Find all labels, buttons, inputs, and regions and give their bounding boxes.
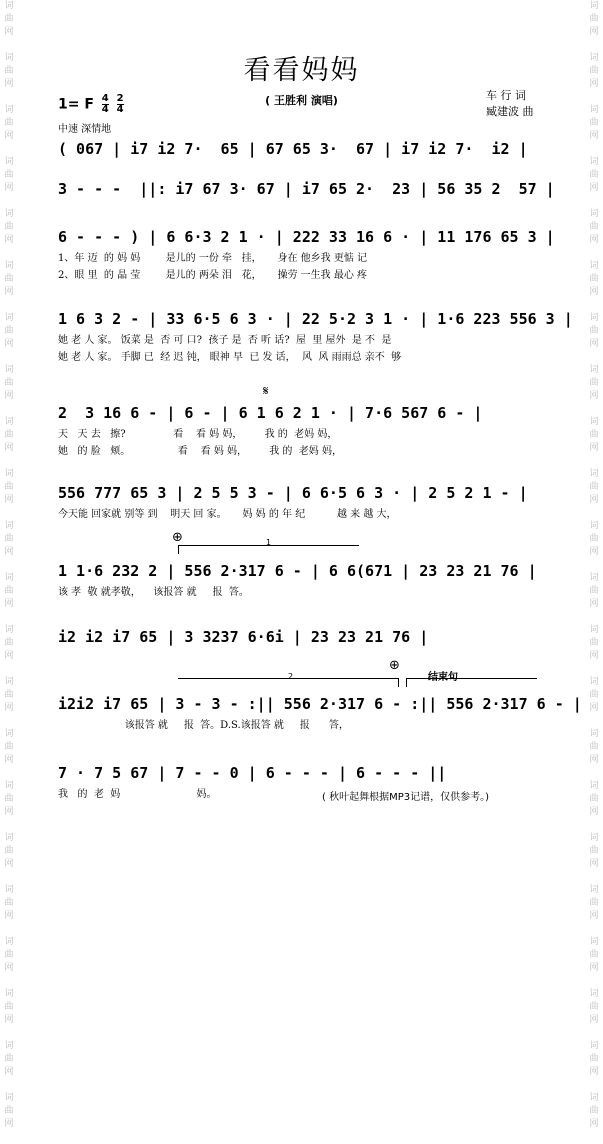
notation-row: i2 i2 i7 65 | 3 3237 6·6i | 23 23 21 76 | xyxy=(58,628,429,646)
lyric-line: 我 的 老 妈 妈。 xyxy=(58,789,217,800)
volta-number-2: 2 xyxy=(288,672,294,681)
lyric-line: 2、眼 里 的 晶 莹 是儿的 两朵 泪 花， 操劳 一生我 最心 疼 xyxy=(58,270,368,281)
notation-row: 1 1·6 232 2 | 556 2·317 6 - | 6 6(671 | 23 23 21 76 | xyxy=(58,562,537,580)
notation-row: i2i2 i7 65 | 3 - 3 - :|| 556 2·317 6 - :|| 556 2·317 6 - | xyxy=(58,695,582,713)
ts1-top: 4 xyxy=(101,93,109,104)
time-signature-2 xyxy=(117,94,124,115)
notation-row: 1 6 3 2 - | 33 6·5 6 3 · | 22 5·2 3 1 · | 1·6 223 556 3 | xyxy=(58,310,573,328)
tempo-marking: 中速 深情地 xyxy=(58,124,112,135)
coda-sign-2: ⊕ xyxy=(389,658,400,673)
lyric-line: 该 孝 敬 就孝敬， 该报答 就 报 答。 xyxy=(58,587,249,598)
key-label: 1= F xyxy=(58,96,94,113)
notation-row: ( 067 | i7 i2 7· 65 | 67 65 3· 67 | i7 i2 7· i2 | xyxy=(58,140,528,158)
singer-credit: ( 王胜利 演唱) xyxy=(265,94,338,107)
coda-sign-1: ⊕ xyxy=(172,530,183,545)
notation-row: 3 - - - ||: i7 67 3· 67 | i7 65 2· 23 | 56 35 2 57 | xyxy=(58,180,555,198)
ts2-bottom: 4 xyxy=(116,104,124,115)
time-signature-1 xyxy=(102,94,109,115)
segno-sign: 𝄋 xyxy=(263,384,269,399)
lyric-line: 1、年 迈 的 妈 妈 是儿的 一份 牵 挂， 身在 他乡我 更惦 记 xyxy=(58,253,368,264)
watermark-left: 词 曲 网 词 曲 网 词 曲 网 词 曲 网 词 曲 网 词 曲 网 词 曲 网 词 曲 网 词 曲 网 词 曲 网 词 曲 网 词 曲 网 词 曲 网 词 曲 网 词 曲 网 词 曲 网 词 曲 网 词 曲 网 词 曲 网 词 曲 网 词 曲 网 词 曲 网 xyxy=(4,1,14,1129)
notation-row: 6 - - - ) | 6 6·3 2 1 · | 222 33 16 6 · | 11 176 65 3 | xyxy=(58,228,555,246)
notation-row: 2 3 16 6 - | 6 - | 6 1 6 2 1 · | 7·6 567 6 - | xyxy=(58,404,483,422)
ts1-bottom: 4 xyxy=(101,104,109,115)
key-signature xyxy=(58,94,124,115)
ts2-top: 2 xyxy=(116,93,124,104)
notation-row: 556 777 65 3 | 2 5 5 3 - | 6 6·5 6 3 · | 2 5 2 1 - | xyxy=(58,484,528,502)
lyric-line: 她 的 脸 颊。 看 看 妈 妈， 我 的 老妈 妈， xyxy=(58,446,342,457)
footnote: ( 秋叶起舞根据MP3记谱，仅供参考。) xyxy=(322,792,490,803)
watermark-right: 词 曲 网 词 曲 网 词 曲 网 词 曲 网 词 曲 网 词 曲 网 词 曲 网 词 曲 网 词 曲 网 词 曲 网 词 曲 网 词 曲 网 词 曲 网 词 曲 网 词 曲 网 词 曲 网 词 曲 网 词 曲 网 词 曲 网 词 曲 网 词 曲 网 词 曲 网 xyxy=(589,1,599,1129)
lyric-line: 她 老 人 家。 饭菜 是 否 可 口? 孩子 是 否 听 话? 屋 里 屋外 是 不 是 xyxy=(58,335,392,346)
song-title: 看看妈妈 xyxy=(243,55,360,86)
composer-credit: 臧建波 曲 xyxy=(486,105,534,118)
volta-number-1: 1 xyxy=(266,538,272,547)
ending-label: 结束句 xyxy=(428,672,458,683)
lyric-line: 天 天 去 擦? 看 看 妈 妈， 我 的 老妈 妈， xyxy=(58,429,338,440)
lyric-line: 该报答 就 报 答。D.S.该报答 就 报 答， xyxy=(58,720,349,731)
lyric-line: 她 老 人 家。 手脚 已 经 迟 钝， 眼神 早 已 发 话， 风 风 雨雨总 亲不 够 xyxy=(58,352,402,363)
lyric-line: 今天能 回家就 别等 到 明天 回 家。 妈 妈 的 年 纪 越 来 越 大， xyxy=(58,509,397,520)
lyricist-credit: 车 行 词 xyxy=(486,89,526,102)
ending-bracket xyxy=(406,678,537,687)
notation-row: 7 · 7 5 67 | 7 - - 0 | 6 - - - | 6 - - - || xyxy=(58,764,447,782)
credits xyxy=(486,88,534,120)
